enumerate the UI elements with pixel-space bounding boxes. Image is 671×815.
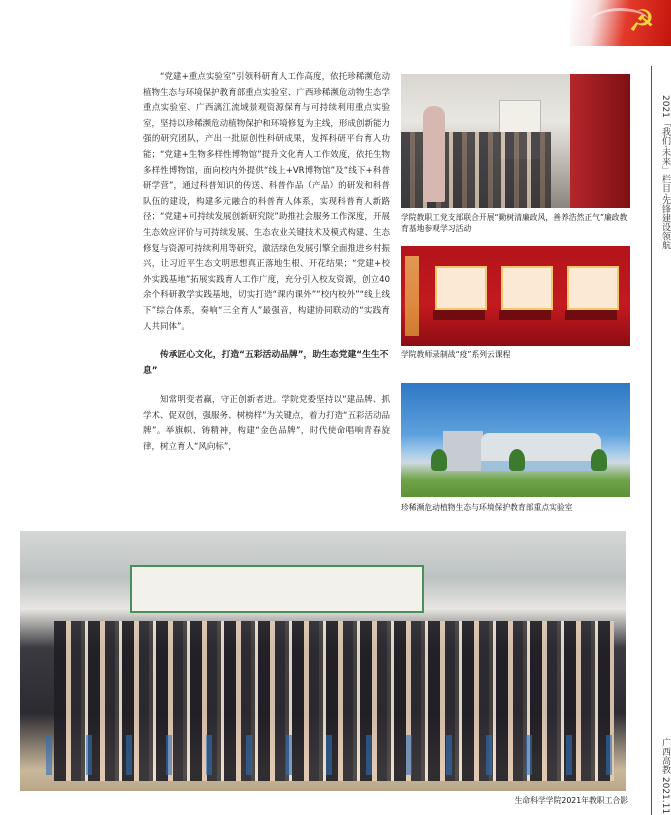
photo-chairs: [46, 735, 626, 775]
figure-caption: 学院教师录制战“疫”系列云课程: [401, 350, 511, 359]
photo-laboratory-building: [401, 383, 630, 497]
margin-divider: [651, 66, 652, 815]
photo-building-wing: [443, 431, 483, 471]
figure-caption: 生命科学学院2021年教职工合影: [514, 796, 628, 805]
photo-group-portrait: [20, 531, 626, 791]
party-emblem-icon: [570, 0, 671, 46]
body-paragraph: 知常明变者赢，守正创新者进。学院党委坚持以“建品牌、抓学术、促双创，强服务、树榜样”为关键点，着力打造“五彩活动品牌”。举旗帜、铸精神，构建“金色品牌”，时代使命唱响青春旋律，树立育人“风向标”，: [143, 395, 390, 453]
photo-video-panel: [567, 266, 619, 310]
running-header: 2021「我们·未来」栏目·先锋建设领航: [660, 95, 670, 250]
section-heading: 传承匠心文化，打造“五彩活动品牌”，助生态党建“生生不息”: [143, 350, 389, 376]
figure-caption: 学院教职工党支部联合开展“勤树清廉政风，善养浩然正气”廉政教育基地参观学习活动: [401, 213, 628, 233]
photo-building-sign: [130, 565, 424, 613]
photo-red-banner: [570, 74, 630, 208]
photo-series-title-strip: [405, 256, 419, 336]
photo-building: [481, 433, 601, 471]
photo-video-panel: [501, 266, 553, 310]
body-paragraph: “党建+重点实验室”引领科研育人工作高度，依托珍稀濒危动植物生态与环境保护教育部重点实验室、广西珍稀濒危动物生态学重点实验室、广西漓江流域景观资源保育与可持续利用重点实验室，坚持以珍稀濒危动植物保护和环境修复为主线，形成创新能力强的研究团队，产出一批原创性科研成果，发挥科研平台育人功能；“党建+生物多样性博物馆”提升文化育人工作效度，依托生物多样性博物馆，面向校内外提供“线上+VR博物馆”及“线下+科普研学营”，通过科普知识的传送、科普作品（产品）的研发和科普队伍的建设，构建多元融合的科普育人体系，实现科普育人新路径；“党建+可持续发展创新研究院”助推社会服务工作深度，开展生态效应评价与可持续发展、生态农业关键技术及模式构建、生态修复与资源可持续利用等研究，激活绿色发展引擎全面推进乡村振兴，让习近平生态文明思想真正落地生根、开花结果；“党建+校外实践基地”拓展实践育人工作广度，充分引入校友资源，创立40余个科研教学实践基地，切实打造“课内课外”“校内校外”“线上线下”综合体系，奏响“三全育人”最强音，构建协同联动的“实践育人共同体”。: [143, 72, 390, 332]
photo-tree: [591, 449, 607, 471]
photo-tree: [431, 449, 447, 471]
photo-cloud-course: [401, 246, 630, 346]
figure-caption: 珍稀濒危动植物生态与环境保护教育部重点实验室: [401, 503, 573, 512]
photo-video-caption: [433, 310, 485, 320]
hammer-sickle-icon: ☭: [628, 4, 655, 39]
photo-party-visit: [401, 74, 630, 208]
photo-video-caption: [565, 310, 617, 320]
photo-video-caption: [499, 310, 551, 320]
photo-tree: [509, 449, 525, 471]
running-footer: 广西高教 2021.11: [660, 738, 670, 815]
article-body: [143, 70, 390, 456]
photo-video-panel: [435, 266, 487, 310]
photo-speaker: [423, 106, 445, 202]
